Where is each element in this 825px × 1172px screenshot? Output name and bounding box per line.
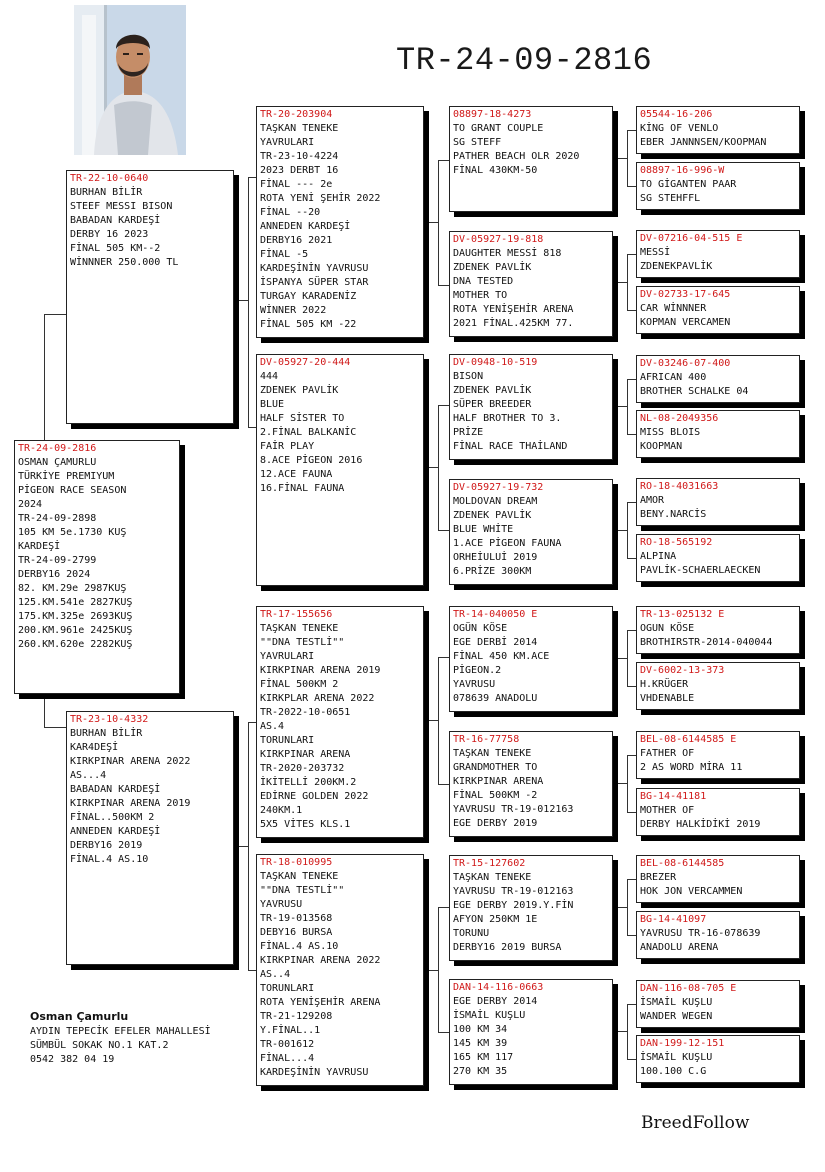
connector — [627, 755, 628, 812]
ring-number: TR-24-09-2816 — [18, 443, 97, 454]
pedigree-text-line: ANNEDEN KARDEŞİ — [260, 221, 351, 232]
pedigree-text-line: KIRKPINAR ARENA — [453, 776, 544, 787]
connector — [424, 970, 438, 971]
pedigree-text-line: İSMAİL KUŞLU — [640, 1052, 713, 1063]
pedigree-text-line: EBER JANNNSEN/KOOPMAN — [640, 137, 767, 148]
pedigree-text-line: OGÜN KÖSE — [453, 623, 508, 634]
pedigree-text-line: FİNAL 505 KM -22 — [260, 319, 357, 330]
great-grandparent-4 — [449, 479, 613, 585]
pedigree-text-line: AS.4 — [260, 721, 285, 732]
pedigree-text-line: PİGEON RACE SEASON — [18, 485, 127, 496]
ring-number: DV-0948-10-519 — [453, 357, 538, 368]
ring-number: DV-05927-19-818 — [453, 234, 544, 245]
pedigree-text-line: EGE DERBY 2019.Y.FİN — [453, 900, 574, 911]
pedigree-text-line: BABADAN KARDEŞİ — [70, 784, 161, 795]
ring-number: TR-15-127602 — [453, 858, 526, 869]
pedigree-text-line: EGE DERBY 2014 — [453, 996, 538, 1007]
gg-grandparent-13 — [636, 855, 800, 903]
pedigree-text-line: 078639 ANADOLU — [453, 693, 538, 704]
pedigree-text-line: YAVRUSU — [453, 679, 496, 690]
connector — [627, 879, 628, 935]
pedigree-text-line: HALF SİSTER TO — [260, 413, 345, 424]
great-grandparent-2 — [449, 231, 613, 337]
connector — [613, 658, 627, 659]
gg-grandparent-2 — [636, 162, 800, 210]
pedigree-text-line: 270 KM 35 — [453, 1066, 508, 1077]
pedigree-text-line: PATHER BEACH OLR 2020 — [453, 151, 580, 162]
pedigree-text-line: 125.KM.541e 2827KUŞ — [18, 597, 133, 608]
pedigree-text-line: TO GRANT COUPLE — [453, 123, 544, 134]
ring-number: TR-23-10-4332 — [70, 714, 149, 725]
pedigree-text-line: İSPANYA SÜPER STAR — [260, 277, 369, 288]
connector — [627, 130, 628, 186]
pedigree-text-line: DERBY16 2019 — [70, 840, 143, 851]
subject-pigeon-card — [14, 440, 180, 694]
gg-grandparent-12 — [636, 788, 800, 836]
pedigree-text-line: ROTA YENİŞEHİR ARENA — [260, 997, 381, 1008]
pedigree-text-line: EDİRNE GOLDEN 2022 — [260, 791, 369, 802]
dam-card — [66, 711, 234, 965]
ring-number: TR-20-203904 — [260, 109, 333, 120]
pedigree-text-line: FİNAL 500KM -2 — [453, 790, 538, 801]
pedigree-text-line: TURGAY KARADENİZ — [260, 291, 357, 302]
pedigree-text-line: TAŞKAN TENEKE — [453, 748, 532, 759]
pedigree-text-line: KİNG OF VENLO — [640, 123, 719, 134]
pedigree-text-line: BROTHER SCHALKE 04 — [640, 386, 749, 397]
pedigree-text-line: H.KRÜGER — [640, 679, 689, 690]
pedigree-text-line: 240KM.1 — [260, 805, 303, 816]
ring-number: NL-08-2049356 — [640, 413, 719, 424]
pedigree-text-line: 6.PRİZE 300KM — [453, 566, 532, 577]
pedigree-text-line: KIRKPINAR ARENA 2019 — [260, 665, 381, 676]
connector — [248, 722, 249, 970]
pedigree-text-line: KIRKPINAR ARENA — [260, 749, 351, 760]
ring-number: DAN-199-12-151 — [640, 1038, 725, 1049]
owner-phone: 0542 382 04 19 — [30, 1054, 115, 1065]
pedigree-text-line: ZDENEK PAVLİK — [260, 385, 339, 396]
owner-address-line: SÜMBÜL SOKAK NO.1 KAT.2 — [30, 1040, 169, 1051]
pedigree-text-line: YAVRUSU — [260, 899, 303, 910]
pedigree-text-line: BLUE — [260, 399, 285, 410]
pedigree-text-line: BENY.NARCİS — [640, 509, 707, 520]
pedigree-text-line: 2.FİNAL BALKANİC — [260, 427, 357, 438]
pedigree-text-line: TR-23-10-4224 — [260, 151, 339, 162]
gg-grandparent-15 — [636, 980, 800, 1028]
pedigree-text-line: MISS BLOIS — [640, 427, 701, 438]
pedigree-text-line: BURHAN BİLİR — [70, 187, 143, 198]
gg-grandparent-16 — [636, 1035, 800, 1083]
pedigree-text-line: ROTA YENİŞEHİR ARENA — [453, 304, 574, 315]
connector — [613, 530, 627, 531]
pedigree-text-line: TAŞKAN TENEKE — [260, 623, 339, 634]
pedigree-text-line: ANADOLU ARENA — [640, 942, 719, 953]
pedigree-text-line: 175.KM.325e 2693KUŞ — [18, 611, 133, 622]
gg-grandparent-14 — [636, 911, 800, 959]
ring-number: DV-03246-07-400 — [640, 358, 731, 369]
connector — [424, 720, 438, 721]
connector — [234, 300, 248, 301]
pedigree-text-line: FİNAL RACE THAİLAND — [453, 441, 568, 452]
pedigree-text-line: DERBY16 2021 — [260, 235, 333, 246]
pedigree-text-line: FİNAL 450 KM.ACE — [453, 651, 550, 662]
pedigree-text-line: PAVLİK-SCHAERLAECKEN — [640, 565, 761, 576]
connector — [613, 1031, 627, 1032]
gg-grandparent-1 — [636, 106, 800, 154]
gg-grandparent-4 — [636, 286, 800, 334]
ring-number: BEL-08-6144585 E — [640, 734, 737, 745]
pedigree-text-line: 1.ACE PİGEON FAUNA — [453, 538, 562, 549]
pedigree-text-line: FİNAL.4 AS.10 — [70, 854, 149, 865]
ring-number: TR-18-010995 — [260, 857, 333, 868]
pedigree-text-line: FATHER OF — [640, 748, 695, 759]
owner-photo — [74, 5, 186, 155]
connector — [248, 177, 249, 427]
gg-grandparent-11 — [636, 731, 800, 779]
pedigree-text-line: FİNAL 500KM 2 — [260, 679, 339, 690]
ring-number: TR-22-10-0640 — [70, 173, 149, 184]
pedigree-text-line: KIRKPLAR ARENA 2022 — [260, 693, 375, 704]
pedigree-text-line: FİNAL 430KM-50 — [453, 165, 538, 176]
pedigree-text-line: TR-001612 — [260, 1039, 315, 1050]
connector — [438, 160, 439, 285]
pedigree-text-line: ANNEDEN KARDEŞİ — [70, 826, 161, 837]
pedigree-text-line: KARDEŞİNİN YAVRUSU — [260, 263, 369, 274]
pedigree-text-line: İKİTELLİ 200KM.2 — [260, 777, 357, 788]
pedigree-text-line: 2024 — [18, 499, 43, 510]
connector — [438, 405, 439, 530]
great-grandparent-8 — [449, 979, 613, 1085]
granddam-dam-side — [256, 854, 424, 1086]
great-grandparent-7 — [449, 855, 613, 961]
pedigree-text-line: FİNAL -5 — [260, 249, 309, 260]
gg-grandparent-10 — [636, 662, 800, 710]
pedigree-text-line: GRANDMOTHER TO — [453, 762, 538, 773]
pedigree-text-line: DERBY16 2019 BURSA — [453, 942, 562, 953]
pedigree-text-line: KAR4DEŞİ — [70, 742, 119, 753]
pedigree-text-line: 8.ACE PİGEON 2016 — [260, 455, 363, 466]
pedigree-text-line: 100.100 C.G — [640, 1066, 707, 1077]
pedigree-text-line: TORUNLARI — [260, 983, 315, 994]
great-grandparent-6 — [449, 731, 613, 837]
pedigree-text-line: 12.ACE FAUNA — [260, 469, 333, 480]
ring-number: DV-05927-20-444 — [260, 357, 351, 368]
pedigree-text-line: FAİR PLAY — [260, 441, 315, 452]
pedigree-text-line: MOTHER OF — [640, 805, 695, 816]
pedigree-text-line: KARDEŞİ — [18, 541, 61, 552]
pedigree-text-line: ZDENEKPAVLİK — [640, 261, 713, 272]
pedigree-title: TR-24-09-2816 — [396, 42, 653, 79]
pedigree-text-line: KOPMAN VERCAMEN — [640, 317, 731, 328]
ring-number: DAN-14-116-0663 — [453, 982, 544, 993]
pedigree-text-line: WANDER WEGEN — [640, 1011, 713, 1022]
connector — [438, 907, 439, 1032]
pedigree-text-line: ORHEİULUİ 2019 — [453, 552, 538, 563]
pedigree-text-line: 82. KM.29e 2987KUŞ — [18, 583, 127, 594]
connector — [438, 657, 439, 784]
owner-name: Osman Çamurlu — [30, 1010, 129, 1023]
pedigree-text-line: TR-19-013568 — [260, 913, 333, 924]
pedigree-text-line: BREZER — [640, 872, 677, 883]
pedigree-text-line: KIRKPINAR ARENA 2019 — [70, 798, 191, 809]
pedigree-text-line: ""DNA TESTLİ"" — [260, 637, 345, 648]
pedigree-text-line: FİNAL..500KM 2 — [70, 812, 155, 823]
connector — [424, 222, 438, 223]
pedigree-text-line: SG STEFF — [453, 137, 502, 148]
pedigree-text-line: 200.KM.961e 2425KUŞ — [18, 625, 133, 636]
pedigree-text-line: KARDEŞİNİN YAVRUSU — [260, 1067, 369, 1078]
pedigree-text-line: 2 AS WORD MİRA 11 — [640, 762, 743, 773]
great-grandparent-3 — [449, 354, 613, 460]
pedigree-text-line: TAŞKAN TENEKE — [260, 123, 339, 134]
connector — [613, 783, 627, 784]
grandsire-sire-side — [256, 106, 424, 338]
pedigree-text-line: MESSİ — [640, 247, 671, 258]
pedigree-text-line: TO GİGANTEN PAAR — [640, 179, 737, 190]
pedigree-text-line: 165 KM 117 — [453, 1052, 514, 1063]
pedigree-text-line: TORUNU — [453, 928, 490, 939]
pedigree-text-line: ALPINA — [640, 551, 677, 562]
pedigree-text-line: FİNAL --- 2e — [260, 179, 333, 190]
pedigree-text-line: TR-2020-203732 — [260, 763, 345, 774]
pedigree-text-line: KOOPMAN — [640, 441, 683, 452]
pedigree-text-line: TÜRKİYE PREMIYUM — [18, 471, 115, 482]
pedigree-text-line: İSMAİL KUŞLU — [453, 1010, 526, 1021]
ring-number: DV-6002-13-373 — [640, 665, 725, 676]
pedigree-text-line: AFYON 250KM 1E — [453, 914, 538, 925]
ring-number: 08897-16-996-W — [640, 165, 725, 176]
pedigree-text-line: BABADAN KARDEŞİ — [70, 215, 161, 226]
pedigree-text-line: TR-24-09-2799 — [18, 555, 97, 566]
pedigree-text-line: ZDENEK PAVLİK — [453, 385, 532, 396]
pedigree-text-line: STEEF MESSI BISON — [70, 201, 173, 212]
pedigree-text-line: AFRICAN 400 — [640, 372, 707, 383]
pedigree-text-line: 145 KM 39 — [453, 1038, 508, 1049]
ring-number: RO-18-565192 — [640, 537, 713, 548]
pedigree-text-line: VHDENABLE — [640, 693, 695, 704]
pedigree-text-line: 2021 FİNAL.425KM 77. — [453, 318, 574, 329]
pedigree-text-line: BISON — [453, 371, 484, 382]
pedigree-text-line: 100 KM 34 — [453, 1024, 508, 1035]
pedigree-text-line: ZDENEK PAVLİK — [453, 510, 532, 521]
pedigree-text-line: WİNNER 2022 — [260, 305, 327, 316]
great-grandparent-1 — [449, 106, 613, 212]
connector — [613, 282, 627, 283]
gg-grandparent-7 — [636, 478, 800, 526]
pedigree-text-line: TAŞKAN TENEKE — [260, 871, 339, 882]
pedigree-text-line: SÜPER BREEDER — [453, 399, 532, 410]
pedigree-text-line: EGE DERBİ 2014 — [453, 637, 538, 648]
gg-grandparent-8 — [636, 534, 800, 582]
connector — [627, 630, 628, 686]
owner-photo-illustration — [74, 5, 186, 155]
pedigree-text-line: YAVRUSU TR-19-012163 — [453, 886, 574, 897]
pedigree-text-line: DNA TESTED — [453, 276, 514, 287]
pedigree-text-line: MOTHER TO — [453, 290, 508, 301]
connector — [627, 254, 628, 310]
pedigree-text-line: AS...4 — [70, 770, 107, 781]
grandsire-dam-side — [256, 606, 424, 838]
pedigree-text-line: BURHAN BİLİR — [70, 728, 143, 739]
pedigree-text-line: MOLDOVAN DREAM — [453, 496, 538, 507]
pedigree-text-line: 260.KM.620e 2282KUŞ — [18, 639, 133, 650]
pedigree-text-line: BROTHIRSTR-2014-040044 — [640, 637, 773, 648]
ring-number: BG-14-41097 — [640, 914, 707, 925]
pedigree-text-line: 105 KM 5e.1730 KUŞ — [18, 527, 127, 538]
ring-number: DV-05927-19-732 — [453, 482, 544, 493]
pedigree-text-line: TORUNLARI — [260, 735, 315, 746]
pedigree-text-line: TR-2022-10-0651 — [260, 707, 351, 718]
pedigree-text-line: AS..4 — [260, 969, 291, 980]
pedigree-text-line: İSMAİL KUŞLU — [640, 997, 713, 1008]
pedigree-text-line: FİNAL.4 AS.10 — [260, 941, 339, 952]
ring-number: TR-17-155656 — [260, 609, 333, 620]
ring-number: RO-18-4031663 — [640, 481, 719, 492]
connector — [627, 1004, 628, 1059]
ring-number: 05544-16-206 — [640, 109, 713, 120]
pedigree-text-line: OGUN KÖSE — [640, 623, 695, 634]
pedigree-text-line: OSMAN ÇAMURLU — [18, 457, 97, 468]
pedigree-text-line: 5X5 VİTES KLS.1 — [260, 819, 351, 830]
pedigree-text-line: YAVRUSU TR-16-078639 — [640, 928, 761, 939]
pedigree-text-line: EGE DERBY 2019 — [453, 818, 538, 829]
granddam-sire-side — [256, 354, 424, 586]
pedigree-text-line: TR-24-09-2898 — [18, 513, 97, 524]
gg-grandparent-9 — [636, 606, 800, 654]
gg-grandparent-5 — [636, 355, 800, 403]
owner-address-line: AYDIN TEPECİK EFELER MAHALLESİ — [30, 1026, 211, 1037]
gg-grandparent-6 — [636, 410, 800, 458]
pedigree-text-line: KIRKPINAR ARENA 2022 — [70, 756, 191, 767]
connector — [234, 846, 248, 847]
sire-card — [66, 170, 234, 424]
pedigree-text-line: FİNAL --20 — [260, 207, 321, 218]
pedigree-text-line: KIRKPINAR ARENA 2022 — [260, 955, 381, 966]
pedigree-text-line: YAVRULARI — [260, 651, 315, 662]
ring-number: BEL-08-6144585 — [640, 858, 725, 869]
pedigree-text-line: SG STEHFFL — [640, 193, 701, 204]
ring-number: BG-14-41181 — [640, 791, 707, 802]
connector — [613, 406, 627, 407]
pedigree-text-line: CAR WİNNNER — [640, 303, 707, 314]
connector — [627, 379, 628, 434]
pedigree-text-line: TR-21-129208 — [260, 1011, 333, 1022]
pedigree-text-line: HOK JON VERCAMMEN — [640, 886, 743, 897]
pedigree-text-line: DERBY16 2024 — [18, 569, 91, 580]
pedigree-text-line: 2023 DERBT 16 — [260, 165, 339, 176]
connector — [613, 158, 627, 159]
pedigree-text-line: WİNNNER 250.000 TL — [70, 257, 179, 268]
pedigree-text-line: 16.FİNAL FAUNA — [260, 483, 345, 494]
pedigree-text-line: ""DNA TESTLİ"" — [260, 885, 345, 896]
pedigree-text-line: DEBY16 BURSA — [260, 927, 333, 938]
pedigree-text-line: YAVRULARI — [260, 137, 315, 148]
great-grandparent-5 — [449, 606, 613, 712]
ring-number: TR-16-77758 — [453, 734, 520, 745]
pedigree-text-line: PİGEON.2 — [453, 665, 502, 676]
pedigree-text-line: Y.FİNAL..1 — [260, 1025, 321, 1036]
pedigree-text-line: YAVRUSU TR-19-012163 — [453, 804, 574, 815]
pedigree-text-line: ZDENEK PAVLİK — [453, 262, 532, 273]
pedigree-text-line: FİNAL...4 — [260, 1053, 315, 1064]
pedigree-text-line: HALF BROTHER TO 3. — [453, 413, 562, 424]
pedigree-text-line: FİNAL 505 KM--2 — [70, 243, 161, 254]
pedigree-text-line: TAŞKAN TENEKE — [453, 872, 532, 883]
connector — [627, 502, 628, 558]
pedigree-text-line: AMOR — [640, 495, 665, 506]
pedigree-text-line: PRİZE — [453, 427, 484, 438]
ring-number: TR-13-025132 E — [640, 609, 725, 620]
ring-number: DAN-116-08-705 E — [640, 983, 737, 994]
pedigree-text-line: ROTA YENİ ŞEHİR 2022 — [260, 193, 381, 204]
pedigree-text-line: BLUE WHİTE — [453, 524, 514, 535]
ring-number: 08897-18-4273 — [453, 109, 532, 120]
brand-logo-text: BreedFollow — [641, 1113, 750, 1133]
ring-number: TR-14-040050 E — [453, 609, 538, 620]
pedigree-text-line: DERBY HALKİDİKİ 2019 — [640, 819, 761, 830]
pedigree-text-line: DAUGHTER MESSİ 818 — [453, 248, 562, 259]
connector — [424, 467, 438, 468]
gg-grandparent-3 — [636, 230, 800, 278]
pedigree-text-line: 444 — [260, 371, 279, 382]
ring-number: DV-07216-04-515 E — [640, 233, 743, 244]
ring-number: DV-02733-17-645 — [640, 289, 731, 300]
connector — [613, 907, 627, 908]
pedigree-text-line: DERBY 16 2023 — [70, 229, 149, 240]
